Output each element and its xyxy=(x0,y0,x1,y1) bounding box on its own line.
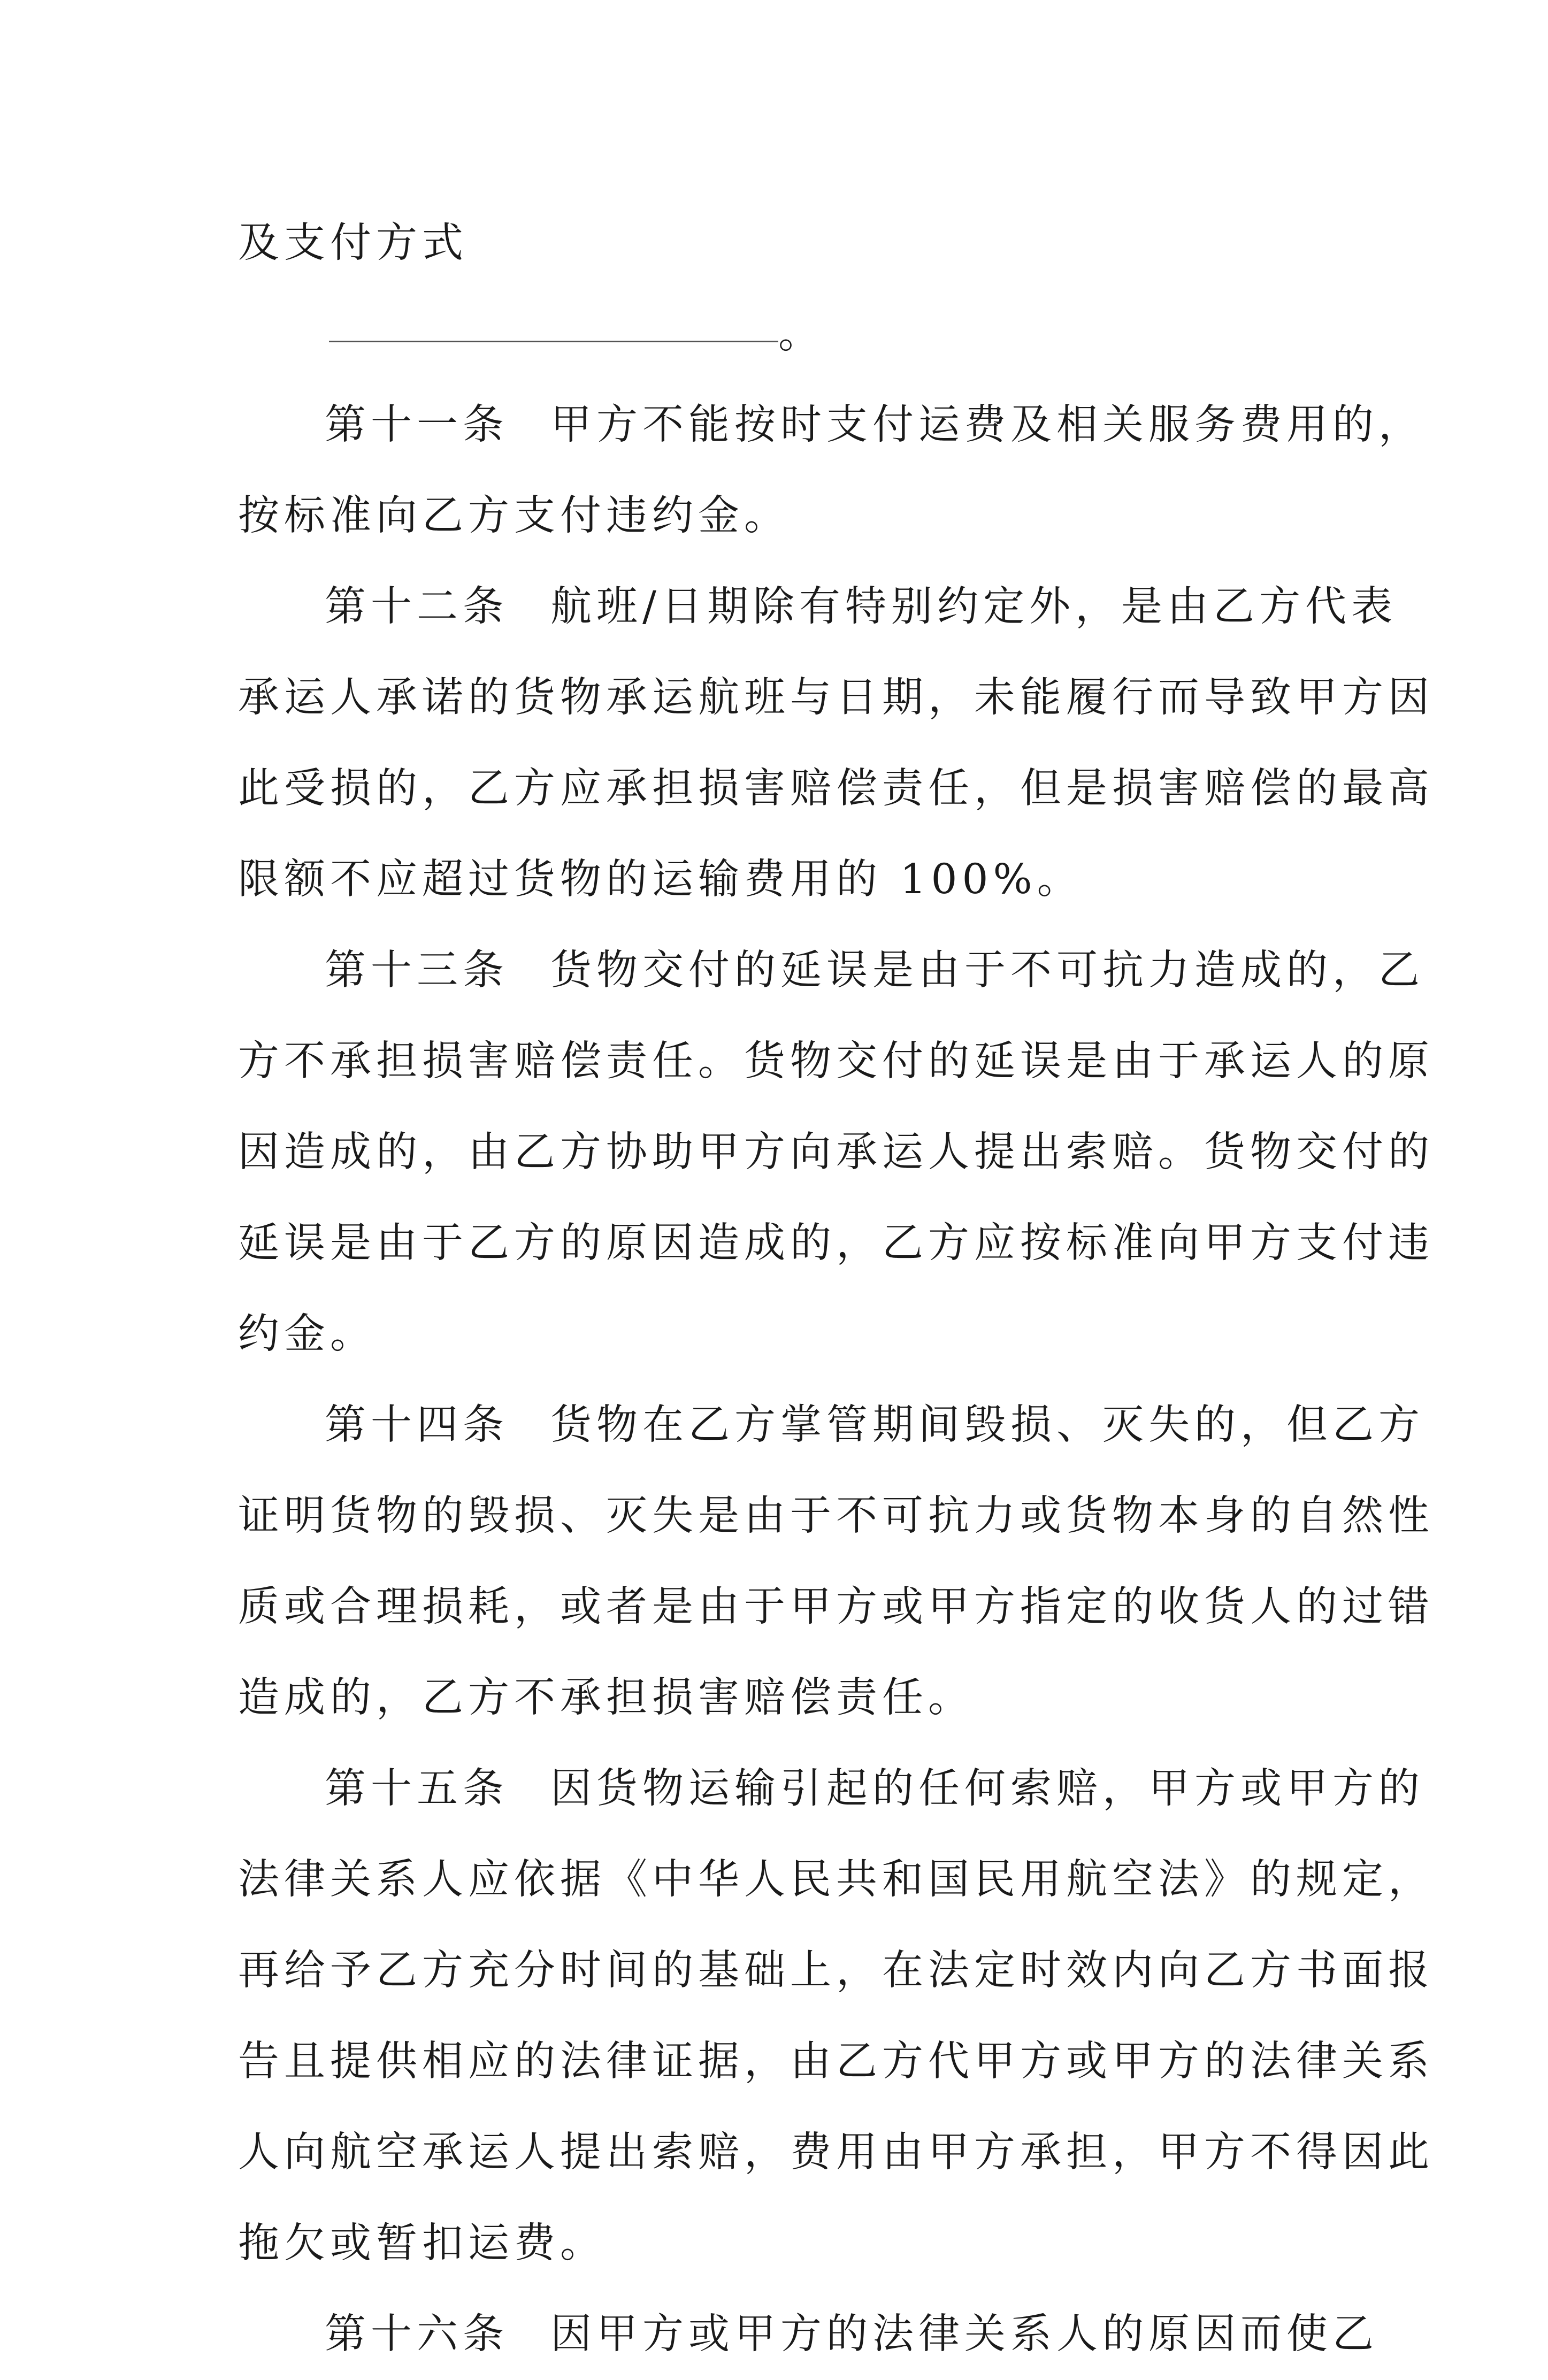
article-13-number: 第十三条 xyxy=(325,947,509,994)
article-15-line-5: 人向航空承运人提出索赔，费用由甲方承担，甲方不得因此 xyxy=(238,2129,1434,2176)
article-12-line-3: 此受损的，乙方应承担损害赔偿责任，但是损害赔偿的最高 xyxy=(238,765,1434,812)
article-12-line xyxy=(238,834,1329,925)
article-15-line xyxy=(238,2107,1434,2198)
article-13-line xyxy=(238,1016,1434,1107)
article-11-first-line xyxy=(238,380,1424,471)
article-12-line-4: 限额不应超过货物的运输费用的 100%。 xyxy=(238,856,1083,903)
article-13-line-5: 约金。 xyxy=(238,1310,376,1358)
article-13-first-line xyxy=(238,925,1424,1016)
article-12-first-line xyxy=(238,562,1397,652)
article-13-line xyxy=(238,1198,1434,1289)
article-15-line xyxy=(238,2198,1329,2289)
article-14-number: 第十四条 xyxy=(325,1401,509,1449)
article-14-line-3: 质或合理损耗，或者是由于甲方或甲方指定的收货人的过错 xyxy=(238,1583,1434,1631)
article-15-line xyxy=(238,2016,1434,2107)
article-15-line-1: 因货物运输引起的任何索赔，甲方或甲方的 xyxy=(550,1765,1424,1813)
article-14-line xyxy=(238,1653,1329,1744)
article-13-line-1: 货物交付的延误是由于不可抗力造成的，乙 xyxy=(550,947,1424,994)
article-15-line-2: 法律关系人应依据《中华人民共和国民用航空法》的规定， xyxy=(238,1856,1434,1903)
article-12-line xyxy=(238,743,1434,834)
blank-underline xyxy=(329,341,778,342)
contract-text xyxy=(238,198,1434,2380)
article-14-line xyxy=(238,1471,1434,1562)
article-14-line xyxy=(238,1562,1434,1653)
article-12-number: 第十二条 xyxy=(325,583,509,631)
article-13-line-4: 延误是由于乙方的原因造成的，乙方应按标准向甲方支付违 xyxy=(238,1219,1434,1267)
article-15-first-line xyxy=(238,1744,1424,1834)
article-12-line-2: 承运人承诺的货物承运航班与日期，未能履行而导致甲方因 xyxy=(238,674,1434,721)
fill-in-blank-line xyxy=(238,289,1329,380)
article-15-line-4: 告且提供相应的法律证据，由乙方代甲方或甲方的法律关系 xyxy=(238,2038,1434,2085)
article-13-line-2: 方不承担损害赔偿责任。货物交付的延误是由于承运人的原 xyxy=(238,1038,1434,1085)
article-15-line-6: 拖欠或暂扣运费。 xyxy=(238,2220,606,2267)
article-12-line xyxy=(238,652,1434,743)
article-15-number: 第十五条 xyxy=(325,1765,509,1813)
blank-period: 。 xyxy=(778,310,824,358)
article-11-line xyxy=(238,471,1329,562)
article-14-line-4: 造成的，乙方不承担损害赔偿责任。 xyxy=(238,1674,974,1722)
article-16-number: 第十六条 xyxy=(325,2310,509,2358)
heading-tail xyxy=(238,198,1329,289)
article-13-line xyxy=(238,1289,1329,1380)
article-14-line-2: 证明货物的毁损、灭失是由于不可抗力或货物本身的自然性 xyxy=(238,1492,1434,1540)
article-16-line-1: 因甲方或甲方的法律关系人的原因而使乙 xyxy=(550,2310,1378,2358)
article-15-line-3: 再给予乙方充分时间的基础上，在法定时效内向乙方书面报 xyxy=(238,1947,1434,1994)
article-14-line-1: 货物在乙方掌管期间毁损、灭失的，但乙方 xyxy=(550,1401,1424,1449)
article-16-first-line xyxy=(238,2289,1378,2380)
article-13-line xyxy=(238,1107,1434,1198)
article-15-line xyxy=(238,1925,1434,2016)
article-15-line xyxy=(238,1834,1434,1925)
article-12-line-1: 航班/日期除有特别约定外，是由乙方代表 xyxy=(550,583,1397,631)
heading-tail-text: 及支付方式 xyxy=(238,219,468,267)
article-14-first-line xyxy=(238,1380,1424,1471)
article-11-line-1: 甲方不能按时支付运费及相关服务费用的， xyxy=(550,401,1424,449)
article-11-number: 第十一条 xyxy=(325,401,509,449)
article-13-line-3: 因造成的，由乙方协助甲方向承运人提出索赔。货物交付的 xyxy=(238,1128,1434,1176)
article-11-line-2: 按标准向乙方支付违约金。 xyxy=(238,492,790,540)
